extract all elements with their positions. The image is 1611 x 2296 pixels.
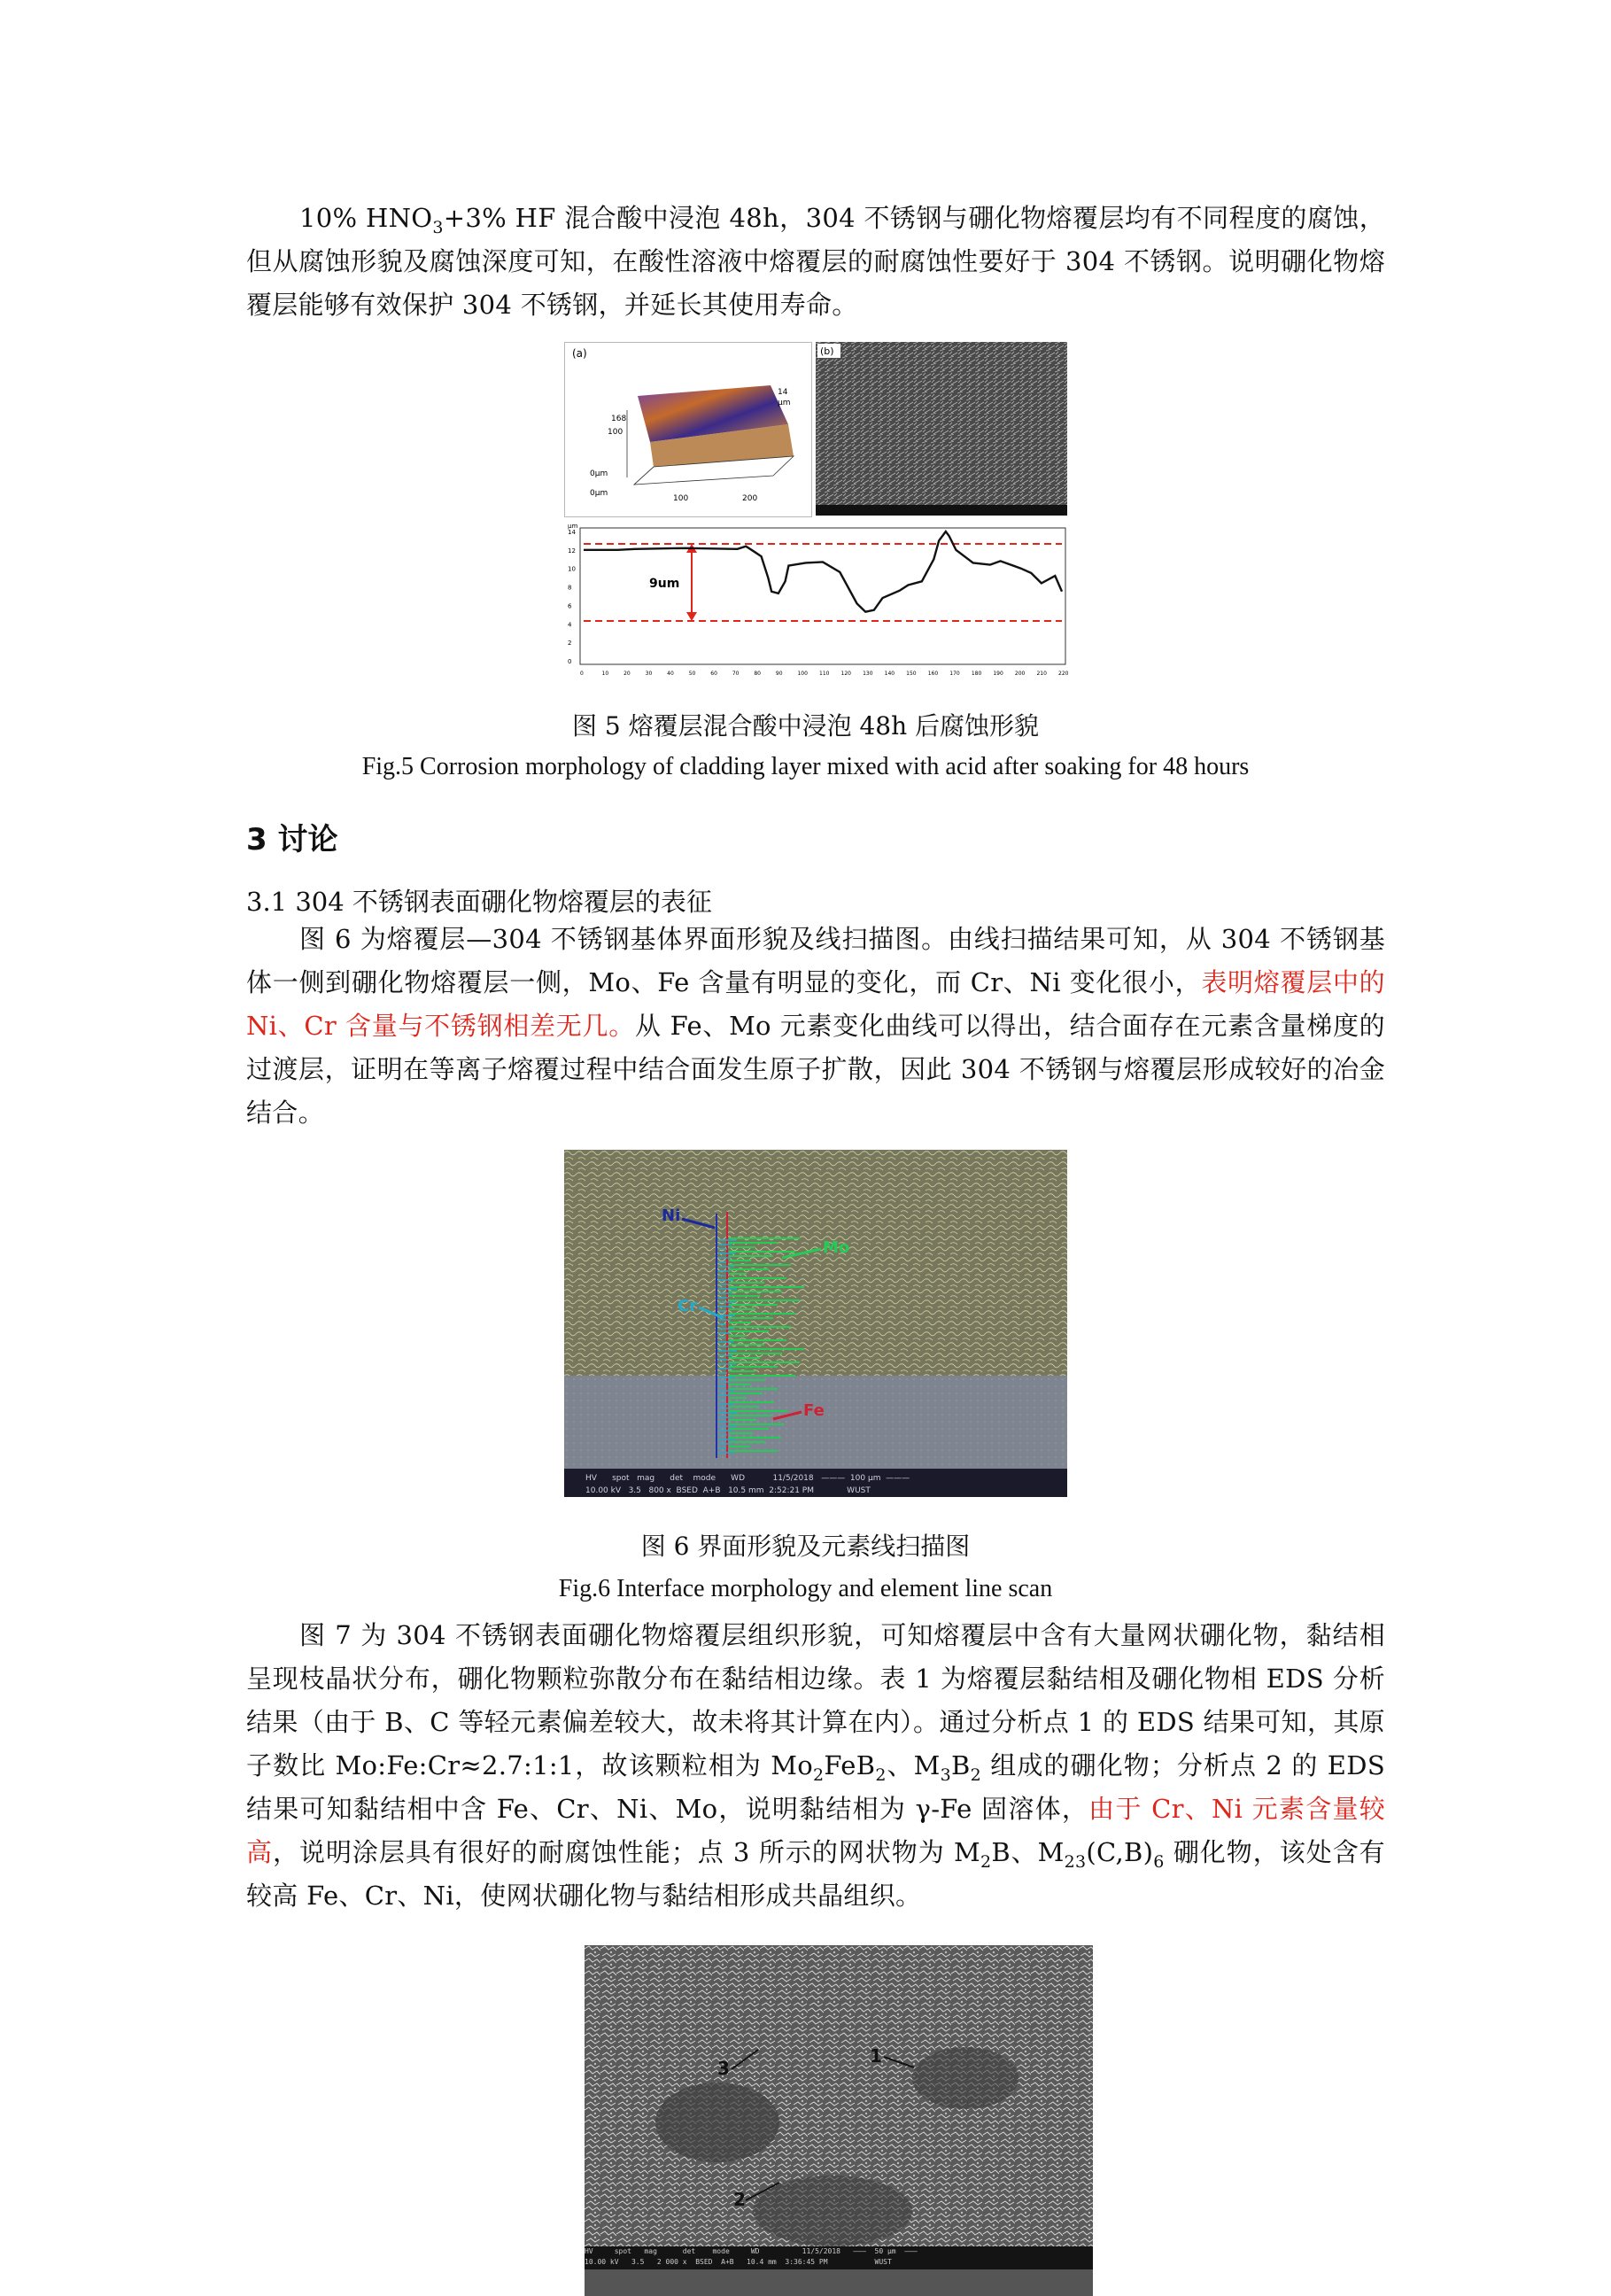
- figure5-panel-a: [564, 342, 812, 517]
- axis-label: µm: [778, 399, 791, 407]
- axis-label: 0µm: [590, 469, 608, 478]
- axis-label: 14: [778, 388, 788, 397]
- paragraph-line-scan: [246, 918, 1385, 1135]
- x-tick-label: 30: [645, 671, 653, 677]
- subscript: 2: [970, 1765, 981, 1785]
- sem-databar-top: HV spot mag det mode WD 11/5/2018 ——— 100 µm ———: [585, 1474, 910, 1483]
- y-tick-label: 12: [568, 547, 576, 555]
- subscript: 3: [432, 217, 444, 237]
- text-run: 图 7 为 304 不锈钢表面硼化物熔覆层组织形貌，可知熔覆层中含有大量网状硼化物，黏结相呈现枝晶状分布，硼化物颗粒弥散分布在黏结相边缘。表 1 为熔覆层黏结相及硼化物相 EDS 分析结果（由于 B、C 等轻元素偏差较大，故未将其计算在内）。通过分析点 1 的 EDS 结果可知，其原子数比 Mo:Fe:Cr≈2.7:1:1，故该颗粒相为 Mo: [246, 1620, 1385, 1780]
- x-tick-label: 180: [971, 671, 982, 677]
- paragraph-acid-immersion: [246, 197, 1385, 327]
- subscript: 23: [1064, 1851, 1087, 1872]
- figure5-panel-b: [816, 342, 1067, 516]
- figure6-caption-cn: 图 6 界面形貌及元素线扫描图: [640, 1532, 971, 1561]
- x-tick-label: 80: [754, 671, 762, 677]
- point-label-3: 3: [717, 2058, 730, 2079]
- point-label-2: 2: [733, 2189, 746, 2210]
- x-tick-label: 120: [840, 671, 851, 677]
- x-tick-label: 220: [1058, 671, 1069, 677]
- x-tick-label: 150: [906, 671, 917, 677]
- text-run: B: [950, 1750, 971, 1780]
- figure6-image: [564, 1150, 1067, 1497]
- y-tick-label: 4: [568, 621, 572, 629]
- subscript: 2: [875, 1765, 887, 1785]
- x-tick-label: 60: [710, 671, 717, 677]
- text-run: B、M: [991, 1837, 1065, 1867]
- y-tick-label: 8: [568, 584, 572, 592]
- y-tick-label: 10: [568, 565, 576, 573]
- sem-micrograph: [816, 342, 1067, 516]
- sem-databar-bottom: 10.00 kV 3.5 800 x BSED A+B 10.5 mm 2:52:21 PM WUST: [585, 1486, 871, 1495]
- y-tick-label: 14: [568, 529, 576, 536]
- label-mo: Mo: [823, 1238, 850, 1257]
- axis-label: 168: [611, 415, 627, 423]
- axis-label: 100: [673, 494, 689, 503]
- x-tick-label: 190: [993, 671, 1003, 677]
- axis-label: 200: [742, 494, 758, 503]
- axis-line: [634, 467, 654, 485]
- label-fe: Fe: [803, 1401, 825, 1420]
- sem-databar-bottom: 10.00 kV 3.5 2 000 x BSED A+B 10.4 mm 3:36:45 PM WUST: [585, 2258, 892, 2266]
- text-run: ，说明涂层具有很好的耐腐蚀性能；点 3 所示的网状物为 M: [272, 1837, 980, 1867]
- x-tick-label: 90: [775, 671, 783, 677]
- panel-label-a: (a): [572, 347, 587, 360]
- x-tick-label: 50: [688, 671, 696, 677]
- axis-label: 0µm: [590, 489, 608, 498]
- subscript: 2: [980, 1851, 992, 1872]
- text-run: FeB: [824, 1750, 876, 1780]
- text-run: 、M: [886, 1750, 941, 1780]
- y-tick-label: 0: [568, 658, 572, 665]
- paragraph-microstructure: [246, 1614, 1385, 1918]
- axis-label: 100: [608, 428, 623, 437]
- figure6-caption-en: Fig.6 Interface morphology and element line scan: [558, 1575, 1053, 1602]
- subscript: 6: [1153, 1851, 1165, 1872]
- x-tick-label: 170: [949, 671, 960, 677]
- x-tick-label: 160: [927, 671, 939, 677]
- section-3-heading: 3 讨论: [246, 822, 338, 857]
- subscript: 3: [940, 1765, 951, 1785]
- y-tick-label: 2: [568, 640, 572, 648]
- x-tick-label: 110: [819, 671, 830, 677]
- x-tick-label: 200: [1014, 671, 1026, 677]
- point-label-1: 1: [870, 2045, 882, 2067]
- text-run: 图 6 为熔覆层—304 不锈钢基体界面形貌及线扫描图。由线扫描结果可知，从 304 不锈钢基体一侧到硼化物熔覆层一侧，Mo、Fe 含量有明显的变化，而 Cr、Ni 变化很小，: [246, 924, 1385, 997]
- figure5-depth-profile: [564, 523, 1067, 682]
- x-tick-label: 130: [863, 671, 873, 677]
- y-unit: µm: [568, 523, 578, 530]
- text-run: +3% HF 混合酸中浸泡 48h，304 不锈钢与硼化物熔覆层均有不同程度的腐蚀，但从腐蚀形貌及腐蚀深度可知，在酸性溶液中熔覆层的耐腐蚀性要好于 304 不锈钢。说明硼化物熔覆层能够有效保护 304 不锈钢，并延长其使用寿命。: [246, 203, 1386, 320]
- figure5-caption-cn: 图 5 熔覆层混合酸中浸泡 48h 后腐蚀形貌: [571, 711, 1040, 741]
- x-tick-label: 20: [623, 671, 631, 677]
- x-tick-label: 70: [732, 671, 740, 677]
- sem-microstructure: [585, 1945, 1093, 2269]
- x-tick-label: 210: [1036, 671, 1047, 677]
- x-tick-label: 10: [601, 671, 609, 677]
- sem-databar-top: HV spot mag det mode WD 11/5/2018 ——— 50 µm ———: [585, 2247, 918, 2255]
- depth-annotation: 9um: [649, 577, 680, 591]
- x-tick-label: 0: [580, 671, 584, 677]
- figure5-caption-en: Fig.5 Corrosion morphology of cladding layer mixed with acid after soaking for 48 hours: [361, 753, 1250, 780]
- 3d-surface-plot: [565, 343, 811, 516]
- label-ni: Ni: [662, 1206, 681, 1225]
- sem-databar: [585, 2246, 1093, 2269]
- highlighted-text: 表明熔覆层中的 Ni、Cr 含量与不锈钢相差无几。: [246, 967, 1385, 1041]
- y-tick-label: 6: [568, 602, 572, 610]
- text-run: (C,B): [1086, 1837, 1154, 1867]
- x-tick-label: 100: [797, 671, 808, 677]
- subscript: 2: [813, 1765, 825, 1785]
- x-tick-label: 140: [884, 671, 895, 677]
- figure7-image: [585, 1945, 1093, 2296]
- subsection-3-1-heading: 3.1 304 不锈钢表面硼化物熔覆层的表征: [246, 887, 712, 917]
- text-run: 10% HNO: [299, 203, 433, 233]
- label-cr: Cr: [678, 1297, 698, 1315]
- x-tick-label: 40: [667, 671, 674, 677]
- highlighted-text: 由于 Cr、Ni 元素含量较高: [246, 1794, 1386, 1867]
- text-run: 从 Fe、Mo 元素变化曲线可以得出，结合面存在元素含量梯度的过渡层，证明在等离子熔覆过程中结合面发生原子扩散，因此 304 不锈钢与熔覆层形成较好的冶金结合。: [246, 1011, 1385, 1128]
- text-run: 硼化物，该处含有较高 Fe、Cr、Ni，使网状硼化物与黏结相形成共晶组织。: [246, 1837, 1385, 1911]
- profile-chart: [564, 523, 1067, 682]
- panel-label-b: (b): [820, 345, 834, 357]
- sem-line-scan: [564, 1150, 1067, 1497]
- text-run: 组成的硼化物；分析点 2 的 EDS 结果可知黏结相中含 Fe、Cr、Ni、Mo，说明黏结相为 γ-Fe 固溶体，: [246, 1750, 1385, 1824]
